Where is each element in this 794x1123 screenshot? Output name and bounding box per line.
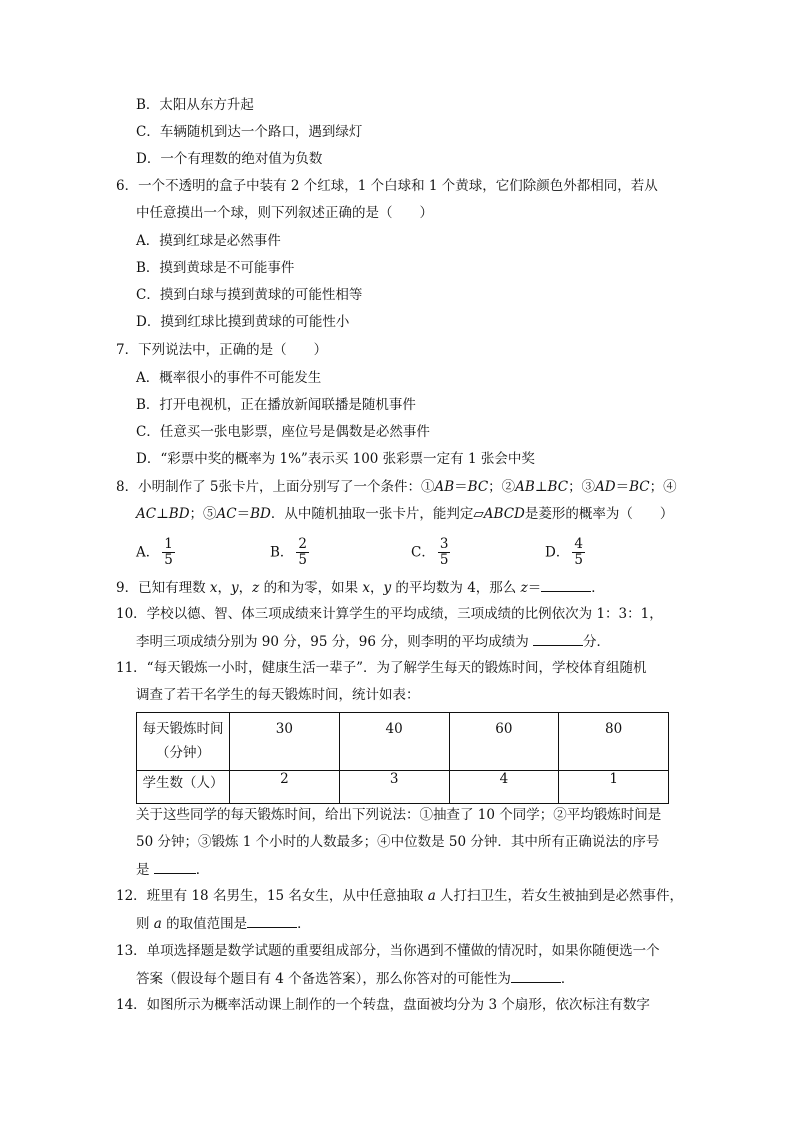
q6-stem-line2: 中任意摸出一个球，则下列叙述正确的是（ ） <box>136 205 433 221</box>
q6-option-d: D．摸到红球比摸到黄球的可能性小 <box>136 314 350 330</box>
table-cell: 60 <box>449 713 559 771</box>
q13-stem-line1: 13．单项选择题是数学试题的重要组成部分，当你遇到不懂做的情况时，如果你随便选一个 <box>116 943 660 959</box>
q11-stem-line2: 调查了若干名学生的每天锻炼时间，统计如表： <box>136 687 420 703</box>
q8-option-a: A． $\frac{1}{5}$ <box>136 536 173 568</box>
answer-blank[interactable] <box>247 913 297 928</box>
q7-option-d: D．“彩票中奖的概率为 1%”表示买 100 张彩票一定有 1 张会中奖 <box>136 451 535 467</box>
fraction: $\frac{4}{5}$ <box>574 536 583 568</box>
answer-blank[interactable] <box>154 859 196 874</box>
table-cell: 2 <box>230 771 340 804</box>
table-cell: 1 <box>559 771 669 804</box>
table-header-count: 学生数（人） <box>137 771 230 804</box>
q5-option-c: C．车辆随机到达一个路口，遇到绿灯 <box>136 124 363 140</box>
table-cell: 80 <box>559 713 669 771</box>
q12-stem-line2: 则 a 的取值范围是 ． <box>136 913 311 933</box>
q11-after-line3: 是 ． <box>136 859 209 879</box>
answer-blank[interactable] <box>541 577 591 592</box>
q11-after-line1: 关于这些同学的每天锻炼时间，给出下列说法：①抽查了 10 个同学；②平均锻炼时间是 <box>136 807 662 823</box>
table-header-time: 每天锻炼时间 （分钟） <box>137 713 230 771</box>
q13-stem-line2: 答案（假设每个题目有 4 个备选答案），那么你答对的可能性为 ． <box>136 968 574 988</box>
q12-stem-line1: 12．班里有 18 名男生，15 名女生，从中任意抽取 a 人打扫卫生，若女生被抽到是必然事件， <box>116 888 684 904</box>
q7-option-a: A．概率很小的事件不可能发生 <box>136 370 322 386</box>
q5-option-b: B．太阳从东方升起 <box>136 97 254 113</box>
table-row <box>137 713 669 771</box>
q8-option-b: B． $\frac{2}{5}$ <box>270 536 308 568</box>
table-cell: 40 <box>339 713 449 771</box>
table-cell: 30 <box>230 713 340 771</box>
q9-stem: 9．已知有理数 x，y，z 的和为零，如果 x，y 的平均数为 4，那么 z＝ ． <box>116 577 605 597</box>
q6-stem-line1: 6．一个不透明的盒子中装有 2 个红球，1 个白球和 1 个黄球，它们除颜色外都相同，若从 <box>116 178 658 194</box>
q14-stem-line1: 14．如图所示为概率活动课上制作的一个转盘，盘面被均分为 3 个扇形，依次标注有数字 <box>116 997 650 1013</box>
answer-blank[interactable] <box>533 631 583 646</box>
q11-after-line2: 50 分钟；③锻炼 1 个小时的人数最多；④中位数是 50 分钟．其中所有正确说法的序号 <box>136 834 660 850</box>
q7-option-c: C．任意买一张电影票，座位号是偶数是必然事件 <box>136 424 430 440</box>
q5-option-d: D．一个有理数的绝对值为负数 <box>136 151 323 167</box>
q10-stem-line1: 10．学校以德、智、体三项成绩来计算学生的平均成绩，三项成绩的比例依次为 1：3：1， <box>116 606 663 622</box>
q8-stem-line2: AC⊥BD；⑤AC＝BD．从中随机抽取一张卡片，能判定▱ABCD是菱形的概率为（ ） <box>136 506 674 522</box>
q6-option-b: B．摸到黄球是不可能事件 <box>136 260 295 276</box>
q6-option-c: C．摸到白球与摸到黄球的可能性相等 <box>136 287 363 303</box>
exercise-time-table <box>136 712 669 804</box>
fraction: $\frac{2}{5}$ <box>298 536 308 568</box>
q6-option-a: A．摸到红球是必然事件 <box>136 233 281 249</box>
q8-option-c: C． $\frac{3}{5}$ <box>411 536 449 568</box>
table-cell: 3 <box>339 771 449 804</box>
q7-option-b: B．打开电视机，正在播放新闻联播是随机事件 <box>136 397 416 413</box>
q8-option-d: D． $\frac{4}{5}$ <box>545 536 583 568</box>
answer-blank[interactable] <box>511 968 561 983</box>
q10-stem-line2: 李明三项成绩分别为 90 分，95 分，96 分，则李明的平均成绩为 分． <box>136 631 610 651</box>
q7-stem: 7．下列说法中，正确的是（ ） <box>116 342 328 358</box>
fraction: $\frac{1}{5}$ <box>164 536 173 568</box>
q8-stem-line1: 8．小明制作了 5张卡片，上面分别写了一个条件：①AB＝BC；②AB⊥BC；③AD＝BC；④ <box>116 479 677 495</box>
table-cell: 4 <box>449 771 559 804</box>
q11-stem-line1: 11．“每天锻炼一小时，健康生活一辈子”．为了解学生每天的锻炼时间，学校体育组随机 <box>116 660 647 676</box>
table-row <box>137 771 669 804</box>
fraction: $\frac{3}{5}$ <box>439 536 449 568</box>
